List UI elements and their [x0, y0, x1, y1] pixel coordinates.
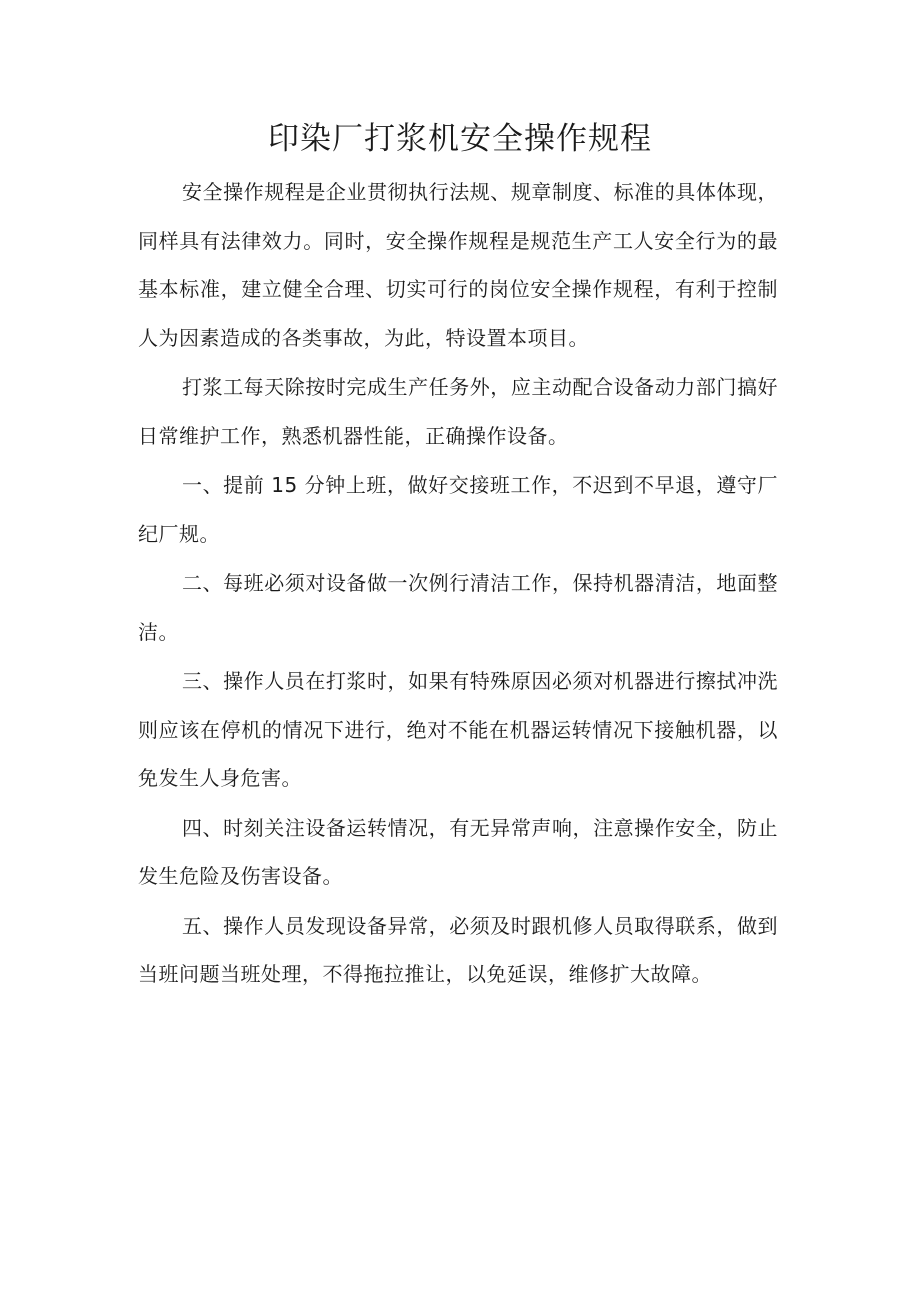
paragraph-rule-4: 四、时刻关注设备运转情况，有无异常声响，注意操作安全，防止发生危险及伤害设备。: [138, 815, 778, 888]
document-title: 印染厂打浆机安全操作规程: [268, 121, 652, 157]
document-body: [138, 168, 778, 1000]
paragraph-intro: 安全操作规程是企业贯彻执行法规、规章制度、标准的具体体现，同样具有法律效力。同时，安全操作规程是规范生产工人安全行为的最基本标准，建立健全合理、切实可行的岗位安全操作规程，有利于控制人为因素造成的各类事故，为此，特设置本项目。: [138, 180, 778, 350]
paragraph-duty: 打浆工每天除按时完成生产任务外，应主动配合设备动力部门搞好日常维护工作，熟悉机器性能，正确操作设备。: [138, 375, 778, 448]
paragraph-rule-5: 五、操作人员发现设备异常，必须及时跟机修人员取得联系，做到当班问题当班处理，不得拖拉推让，以免延误，维修扩大故障。: [138, 913, 778, 986]
paragraph-rule-3: 三、操作人员在打浆时，如果有特殊原因必须对机器进行擦拭冲洗则应该在停机的情况下进行，绝对不能在机器运转情况下接触机器，以免发生人身危害。: [138, 669, 778, 790]
paragraph-rule-1: 一、提前 15 分钟上班，做好交接班工作，不迟到不早退，遵守厂纪厂规。: [138, 473, 778, 546]
paragraph-rule-2: 二、每班必须对设备做一次例行清洁工作，保持机器清洁，地面整洁。: [138, 571, 778, 644]
